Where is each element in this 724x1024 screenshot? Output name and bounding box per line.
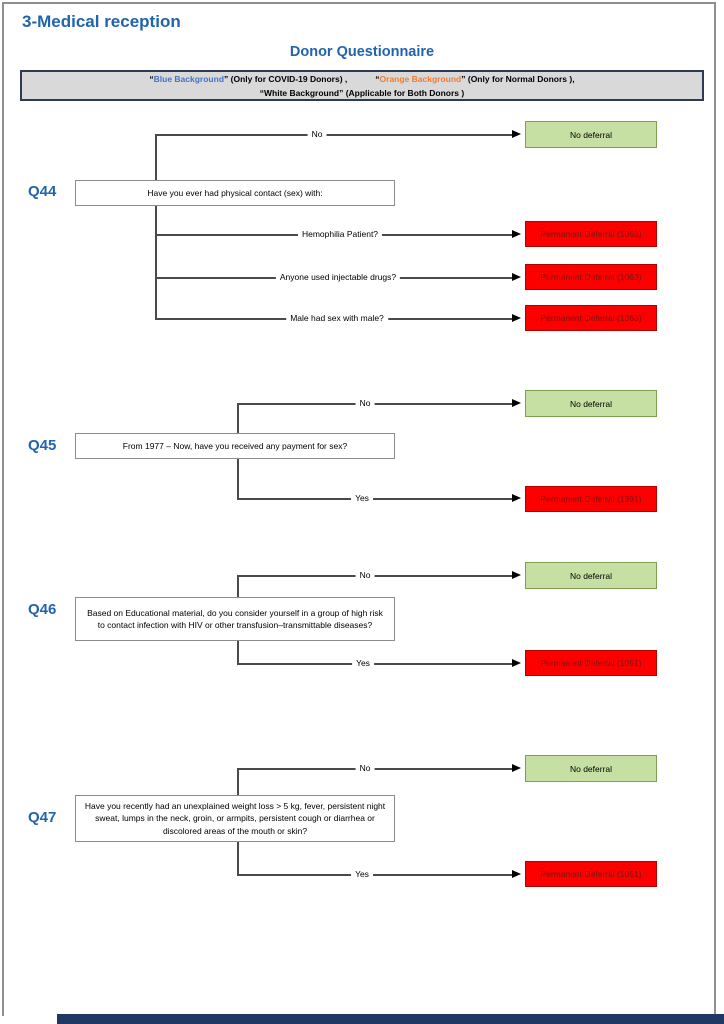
legend-box: [20, 70, 704, 101]
q47-result-no-deferral: No deferral: [525, 755, 657, 782]
q45-result-no-deferral: No deferral: [525, 390, 657, 417]
arrow-icon: [512, 399, 521, 407]
q46-branch-line-no: [237, 575, 515, 577]
q45-question-box: From 1977 – Now, have you received any payment for sex?: [75, 433, 395, 459]
legend-blue-label: Blue Background: [153, 74, 225, 84]
arrow-icon: [512, 571, 521, 579]
q45-branch-label-yes: Yes: [351, 492, 373, 504]
arrow-icon: [512, 659, 521, 667]
q45-branch-line-no: [237, 403, 515, 405]
q47-tag: Q47: [28, 809, 57, 826]
q44-result-permanent-deferral-3: Permanent Deferral (1063): [525, 305, 657, 331]
legend-blue-suffix: ” (Only for COVID-19 Donors) ,: [224, 74, 348, 84]
arrow-icon: [512, 314, 521, 322]
q44-question-box: Have you ever had physical contact (sex) with:: [75, 180, 395, 206]
q46-tag: Q46: [28, 601, 57, 618]
q45-branch-line-yes: [237, 498, 515, 500]
q46-branch-line-yes: [237, 663, 515, 665]
arrow-icon: [512, 273, 521, 281]
q45-tag: Q45: [28, 437, 57, 454]
legend-line-2: “White Background” (Applicable for Both Donors ): [259, 88, 465, 98]
q45-result-permanent-deferral: Permanent Deferral (1391): [525, 486, 657, 512]
arrow-icon: [512, 494, 521, 502]
q45-branch-label-no: No: [356, 397, 375, 409]
q44-result-permanent-deferral-1: Permanent Deferral (1063): [525, 221, 657, 247]
page-title: 3-Medical reception: [22, 12, 181, 31]
legend-orange-label: Orange Background: [379, 74, 462, 84]
q44-tag: Q44: [28, 183, 57, 200]
q46-branch-label-yes: Yes: [352, 657, 374, 669]
q47-branch-label-yes: Yes: [351, 868, 373, 880]
q44-branch-label-male: Male had sex with male?: [286, 312, 388, 324]
q44-connector-line: [155, 134, 157, 319]
q47-branch-line-yes: [237, 874, 515, 876]
legend-quote-2: “: [375, 74, 380, 84]
q47-result-permanent-deferral: Permanent Deferral (1051): [525, 861, 657, 887]
q46-result-no-deferral: No deferral: [525, 562, 657, 589]
q44-branch-line-no: [155, 134, 515, 136]
q46-result-permanent-deferral: Permanent Deferral (1051): [525, 650, 657, 676]
q44-branch-label-drugs: Anyone used injectable drugs?: [276, 271, 400, 283]
q46-branch-label-no: No: [356, 569, 375, 581]
arrow-icon: [512, 230, 521, 238]
q44-branch-label-no: No: [308, 128, 327, 140]
arrow-icon: [512, 130, 521, 138]
legend-orange-suffix: ” (Only for Normal Donors ),: [461, 74, 575, 84]
questionnaire-title: Donor Questionnaire: [289, 44, 435, 60]
q44-result-permanent-deferral-2: Permanent Deferral (1063): [525, 264, 657, 290]
q46-question-box: Based on Educational material, do you consider yourself in a group of high risk to contact infection with HIV or other transfusion–transmittable diseases?: [75, 597, 395, 641]
q47-branch-line-no: [237, 768, 515, 770]
arrow-icon: [512, 764, 521, 772]
arrow-icon: [512, 870, 521, 878]
q44-branch-label-hemophilia: Hemophilia Patient?: [298, 228, 382, 240]
page-break-bar: [57, 1014, 724, 1024]
q47-branch-label-no: No: [356, 762, 375, 774]
q44-result-no-deferral: No deferral: [525, 121, 657, 148]
legend-line-1: [22, 72, 702, 86]
legend-quote: “: [149, 74, 154, 84]
q47-question-box: Have you recently had an unexplained weight loss > 5 kg, fever, persistent night sweat, lumps in the neck, groin, or armpits, persistent cough or diarrhea or discolored areas of the mouth or skin?: [75, 795, 395, 842]
